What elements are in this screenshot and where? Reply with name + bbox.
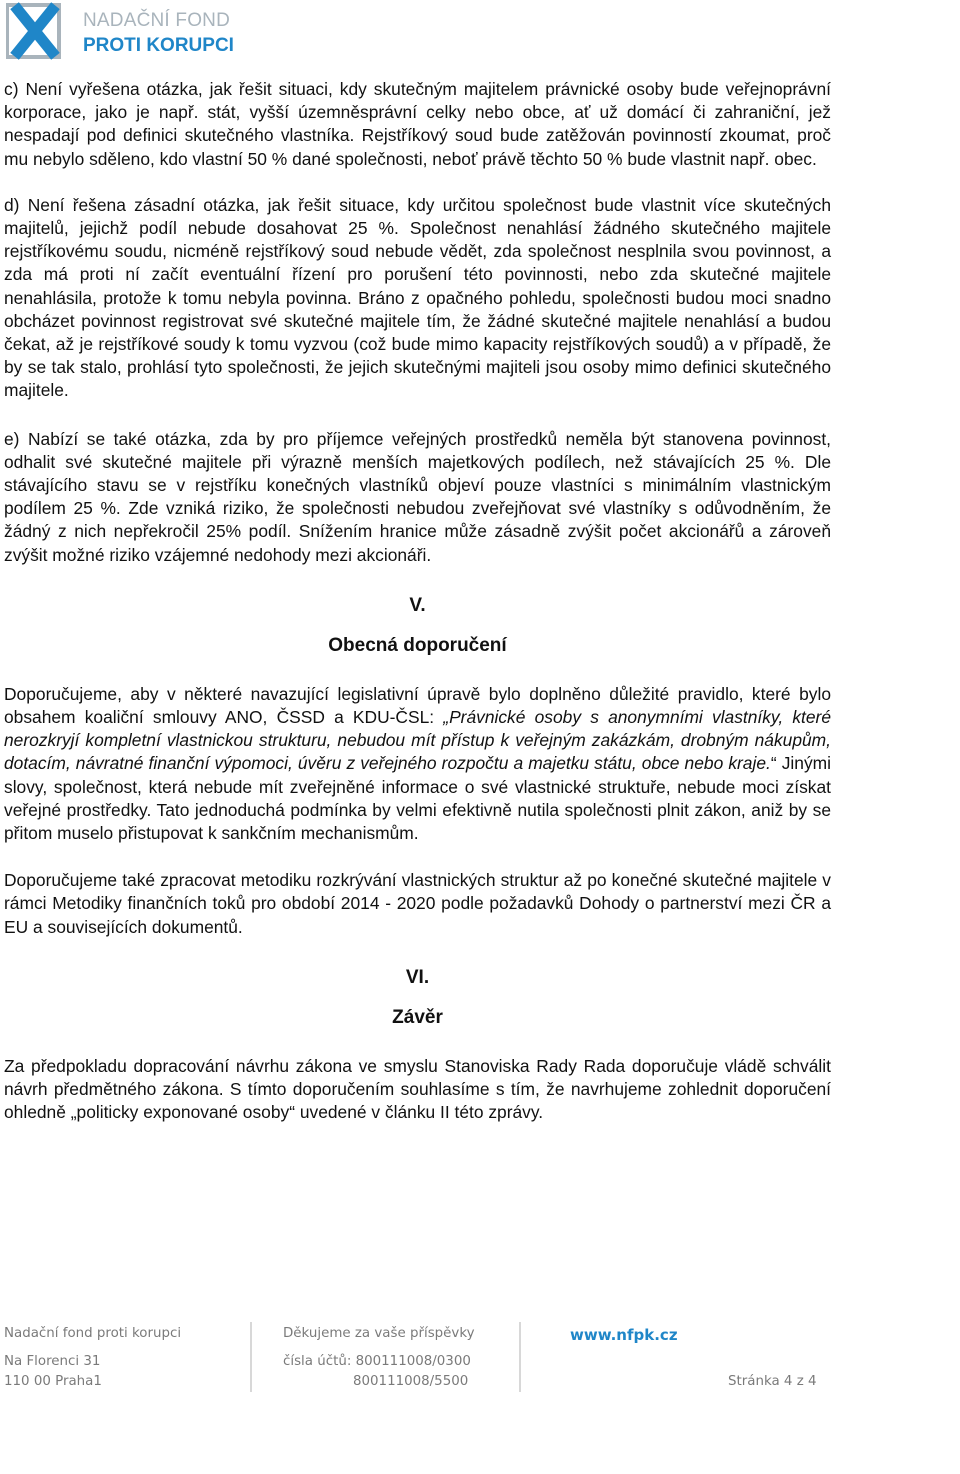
footer-divider xyxy=(250,1322,252,1392)
org-name-line2: PROTI KORUPCI xyxy=(83,35,234,56)
recommendation-1-intro: Doporučujeme, aby v některé navazující legislativní úpravě bylo doplněno důležité pravidlo, které bylo obsahem koaliční smlouvy ANO, ČSSD a KDU-ČSL: xyxy=(4,683,831,728)
nfpk-logo-icon xyxy=(6,2,64,60)
footer-divider xyxy=(519,1322,521,1392)
section-number-vi: VI. xyxy=(405,966,430,988)
document-body xyxy=(4,78,831,1125)
footer-website-link[interactable]: www.nfpk.cz xyxy=(570,1326,678,1344)
footer-thanks: Děkujeme za vaše příspěvky xyxy=(283,1326,475,1341)
paragraph-e: e) Nabízí se také otázka, zda by pro příjemce veřejných prostředků neměla být stanovena povinnost, odhalit své skutečné majitele při výrazně menších majetkových podílech, než stávajících 25 %. Dle stávajícího stavu se v rejstříku konečných vlastníků objeví pouze vlastníci s minimálním vlastnickým podílem 25 %. Zde vzniká riziko, že společnosti nebudou zveřejňovat své vlastníky s odůvodněním, že žádný z nich nepřekročil 25% podíl. Snížením hranice může zásadně zvýšit počet akcionářů a zároveň zvýšit možné riziko vzájemné nedohody mezi akcionáři. xyxy=(4,428,831,565)
paragraph-d: d) Není řešena zásadní otázka, jak řešit situace, kdy určitou společnost bude vlastnit více skutečných majitelů, jejichž podíl nebude dosahovat 25 %. Společnost nenahlásí žádného skutečného majitele rejstříkovému soudu, nicméně rejstříkový soud nebude vědět, zda společnost nesplnila svou povinnost, a zda má proti ní začít eventuální řízení pro porušení této povinnosti, nebo zda skutečné majitele nenahlásila, protože k tomu nebyla povinna. Bráno z opačného pohledu, společnosti budou moci snadno obcházet povinnost registrovat své skutečné majitele tím, že žádné skutečné majitele nenahlásí a budou čekat, až je rejstříkové soudy k tomu vyzvou (což bude mimo kapacity rejstříkových soudů) a v případě, že by se tak stalo, prohlásí tyto společnosti, že jejich skutečnými majiteli jsou osoby mimo definici skutečného majitele. xyxy=(4,194,831,401)
org-name-line1: NADAČNÍ FOND xyxy=(83,10,231,31)
recommendation-1-rest: “ Jinými slovy, společnost, která nebude mít zveřejněné informace o své vlastnické struktuře, nebude moci získat veřejné prostředky. Tato jednoduchá podmínka by velmi efektivně nutila společnosti plnit zákon, aniž by se přitom muselo přistupovat k sankčním mechanismům. xyxy=(4,753,831,844)
recommendation-paragraph-1 xyxy=(4,683,831,845)
recommendation-paragraph-2: Doporučujeme také zpracovat metodiku rozkrývání vlastnických struktur až po konečné skutečné majitele v rámci Metodiky finančních toků pro období 2014 - 2020 podle požadavků Dohody o partnerství mezi ČR a EU a souvisejících dokumentů. xyxy=(4,870,831,937)
conclusion-paragraph: Za předpokladu dopracování návrhu zákona ve smyslu Stanoviska Rady Rada doporučuje vládě schválit návrh předmětného zákona. S tímto doporučením souhlasíme s tím, že navrhujeme zohlednit doporučení ohledně „politicky exponované osoby“ uvedené v článku II této zprávy. xyxy=(4,1055,831,1123)
letterhead xyxy=(6,2,306,60)
section-title-conclusion: Závěr xyxy=(392,1006,443,1028)
footer-street: Na Florenci 31 xyxy=(4,1354,101,1369)
paragraph-c: c) Není vyřešena otázka, jak řešit situaci, kdy skutečným majitelem právnické osoby bude veřejnoprávní korporace, jako je např. stát, vyšší územněsprávní celky nebo obce, ať už domácí či zahraniční, jež nespadají pod definici skutečného vlastníka. Rejstříkový soud bude zatěžován povinností zkoumat, proč mu nebylo sděleno, kdo vlastní 50 % dané společnosti, neboť právě těchto 50 % bude vlastnit např. obec. xyxy=(4,79,831,169)
page-footer xyxy=(0,1322,960,1402)
footer-account-1: čísla účtů: 800111008/0300 xyxy=(283,1354,471,1369)
coalition-agreement-quote: „Právnické osoby s anonymními vlastníky, které nerozkryjí kompletní vlastnickou strukturu, nebudou mít přístup k veřejným zakázkám, drobným nákupům, dotacím, návratné finanční výpomoci, úvěru z veřejného rozpočtu a majetku státu, obce nebo kraje. xyxy=(4,707,832,774)
footer-page-number: Stránka 4 z 4 xyxy=(728,1374,817,1389)
section-number-v: V. xyxy=(409,594,426,616)
footer-org-name: Nadační fond proti korupci xyxy=(4,1326,182,1341)
footer-city: 110 00 Praha1 xyxy=(4,1374,102,1389)
section-title-recommendations: Obecná doporučení xyxy=(328,634,507,656)
footer-account-2: 800111008/5500 xyxy=(353,1374,469,1389)
